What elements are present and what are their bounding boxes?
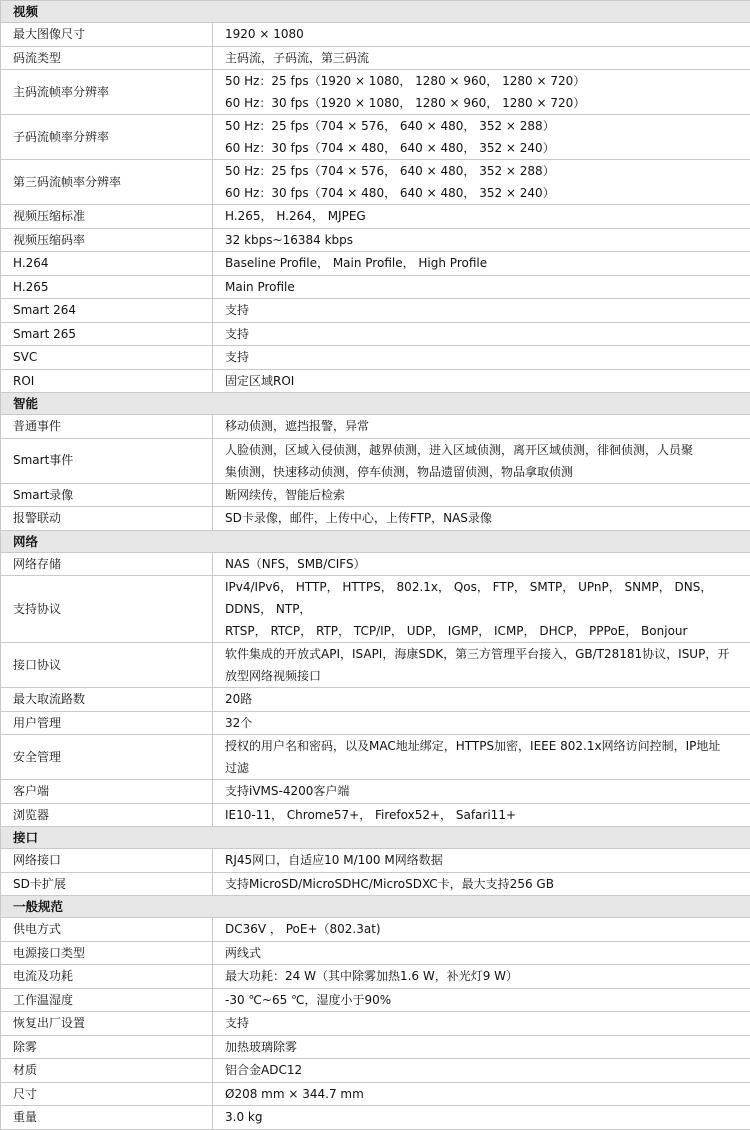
spec-value-line: H.265， H.264， MJPEG bbox=[225, 205, 750, 227]
spec-value bbox=[213, 1106, 750, 1130]
spec-value-line: 支持iVMS-4200客户端 bbox=[225, 780, 750, 802]
spec-label: 第三码流帧率分辨率 bbox=[1, 160, 213, 205]
spec-value-line: 加热玻璃除雾 bbox=[225, 1036, 750, 1058]
spec-value bbox=[213, 1035, 750, 1059]
spec-value-line: NAS（NFS，SMB/CIFS） bbox=[225, 553, 750, 575]
spec-value bbox=[213, 228, 750, 252]
spec-value-line: IPv4/IPv6， HTTP， HTTPS， 802.1x， Qos， FTP， SMTP， UPnP， SNMP， DNS， DDNS， NTP， bbox=[225, 576, 750, 620]
spec-value-line: 最大功耗：24 W（其中除雾加热1.6 W，补光灯9 W） bbox=[225, 965, 750, 987]
spec-value bbox=[213, 941, 750, 965]
spec-label: 材质 bbox=[1, 1059, 213, 1083]
spec-label: 码流类型 bbox=[1, 46, 213, 70]
spec-value bbox=[213, 803, 750, 827]
spec-value bbox=[213, 872, 750, 896]
spec-label: 电源接口类型 bbox=[1, 941, 213, 965]
spec-value-line: Ø208 mm × 344.7 mm bbox=[225, 1083, 750, 1105]
spec-row bbox=[1, 1082, 750, 1106]
spec-value-line: 支持 bbox=[225, 323, 750, 345]
spec-row bbox=[1, 483, 750, 507]
spec-value bbox=[213, 849, 750, 873]
spec-row bbox=[1, 438, 750, 483]
spec-value bbox=[213, 160, 750, 205]
spec-row bbox=[1, 23, 750, 47]
spec-value-line: 60 Hz：30 fps（704 × 480， 640 × 480， 352 × 240） bbox=[225, 182, 750, 204]
spec-value-line: 授权的用户名和密码，以及MAC地址绑定，HTTPS加密，IEEE 802.1x网络访问控制，IP地址 bbox=[225, 735, 750, 757]
spec-label: H.264 bbox=[1, 252, 213, 276]
spec-value bbox=[213, 115, 750, 160]
spec-row bbox=[1, 369, 750, 393]
section-header bbox=[1, 530, 750, 552]
spec-row bbox=[1, 1106, 750, 1130]
spec-value-line: 支持MicroSD/MicroSDHC/MicroSDXC卡，最大支持256 GB bbox=[225, 873, 750, 895]
spec-row bbox=[1, 160, 750, 205]
spec-value bbox=[213, 735, 750, 780]
spec-value bbox=[213, 552, 750, 576]
spec-value-line: 50 Hz：25 fps（704 × 576， 640 × 480， 352 × 288） bbox=[225, 160, 750, 182]
spec-label: 视频压缩标准 bbox=[1, 205, 213, 229]
section-title: 一般规范 bbox=[1, 896, 750, 918]
spec-value bbox=[213, 965, 750, 989]
spec-value bbox=[213, 711, 750, 735]
spec-row bbox=[1, 735, 750, 780]
spec-row bbox=[1, 299, 750, 323]
spec-value bbox=[213, 1012, 750, 1036]
spec-label: Smart 264 bbox=[1, 299, 213, 323]
spec-value-line: 20路 bbox=[225, 688, 750, 710]
spec-label: 除雾 bbox=[1, 1035, 213, 1059]
spec-label: 供电方式 bbox=[1, 918, 213, 942]
spec-value-line: 50 Hz：25 fps（1920 × 1080， 1280 × 960， 1280 × 720） bbox=[225, 70, 750, 92]
spec-label: 支持协议 bbox=[1, 576, 213, 643]
spec-row bbox=[1, 205, 750, 229]
spec-row bbox=[1, 576, 750, 643]
spec-row bbox=[1, 115, 750, 160]
spec-row bbox=[1, 849, 750, 873]
spec-value bbox=[213, 780, 750, 804]
spec-row bbox=[1, 346, 750, 370]
spec-value-line: RTSP， RTCP， RTP， TCP/IP， UDP， IGMP， ICMP， DHCP， PPPoE， Bonjour bbox=[225, 620, 750, 642]
spec-value-line: 32 kbps~16384 kbps bbox=[225, 229, 750, 251]
spec-value-line: -30 ℃~65 ℃，湿度小于90% bbox=[225, 989, 750, 1011]
spec-value bbox=[213, 988, 750, 1012]
spec-value-line: IE10-11， Chrome57+， Firefox52+， Safari11+ bbox=[225, 804, 750, 826]
spec-value-line: 移动侦测，遮挡报警，异常 bbox=[225, 415, 750, 437]
spec-value-line: 50 Hz：25 fps（704 × 576， 640 × 480， 352 × 288） bbox=[225, 115, 750, 137]
spec-value-line: 60 Hz：30 fps（1920 × 1080， 1280 × 960， 1280 × 720） bbox=[225, 92, 750, 114]
spec-row bbox=[1, 780, 750, 804]
spec-value bbox=[213, 252, 750, 276]
spec-label: Smart事件 bbox=[1, 438, 213, 483]
spec-label: 安全管理 bbox=[1, 735, 213, 780]
spec-label: 重量 bbox=[1, 1106, 213, 1130]
spec-label: 网络存储 bbox=[1, 552, 213, 576]
spec-label: Smart录像 bbox=[1, 483, 213, 507]
spec-value bbox=[213, 346, 750, 370]
spec-value-line: 软件集成的开放式API，ISAPI，海康SDK，第三方管理平台接入，GB/T28181协议，ISUP，开 bbox=[225, 643, 750, 665]
spec-label: 电流及功耗 bbox=[1, 965, 213, 989]
spec-value-line: 主码流，子码流，第三码流 bbox=[225, 47, 750, 69]
spec-label: 尺寸 bbox=[1, 1082, 213, 1106]
spec-row bbox=[1, 941, 750, 965]
spec-label: 报警联动 bbox=[1, 507, 213, 531]
spec-label: SD卡扩展 bbox=[1, 872, 213, 896]
section-title: 接口 bbox=[1, 827, 750, 849]
spec-value-line: 过滤 bbox=[225, 757, 750, 779]
spec-value-line: 人脸侦测，区域入侵侦测，越界侦测，进入区域侦测，离开区域侦测，徘徊侦测，人员聚 bbox=[225, 439, 750, 461]
spec-row bbox=[1, 988, 750, 1012]
spec-value bbox=[213, 438, 750, 483]
spec-value-line: 32个 bbox=[225, 712, 750, 734]
spec-label: 浏览器 bbox=[1, 803, 213, 827]
spec-row bbox=[1, 507, 750, 531]
section-header bbox=[1, 1, 750, 23]
spec-value-line: DC36V ， PoE+（802.3at) bbox=[225, 918, 750, 940]
spec-label: 最大取流路数 bbox=[1, 688, 213, 712]
spec-row bbox=[1, 803, 750, 827]
spec-row bbox=[1, 415, 750, 439]
spec-value bbox=[213, 576, 750, 643]
spec-value bbox=[213, 70, 750, 115]
spec-row bbox=[1, 1012, 750, 1036]
section-header bbox=[1, 393, 750, 415]
spec-row bbox=[1, 228, 750, 252]
spec-value bbox=[213, 643, 750, 688]
section-header bbox=[1, 896, 750, 918]
spec-value bbox=[213, 322, 750, 346]
spec-value bbox=[213, 205, 750, 229]
spec-row bbox=[1, 688, 750, 712]
spec-row bbox=[1, 643, 750, 688]
spec-value bbox=[213, 415, 750, 439]
spec-label: 主码流帧率分辨率 bbox=[1, 70, 213, 115]
spec-value bbox=[213, 23, 750, 47]
spec-row bbox=[1, 252, 750, 276]
spec-label: 用户管理 bbox=[1, 711, 213, 735]
section-header bbox=[1, 827, 750, 849]
spec-row bbox=[1, 46, 750, 70]
spec-label: 接口协议 bbox=[1, 643, 213, 688]
spec-row bbox=[1, 872, 750, 896]
spec-row bbox=[1, 1059, 750, 1083]
section-title: 智能 bbox=[1, 393, 750, 415]
spec-value-line: 集侦测，快速移动侦测，停车侦测，物品遗留侦测，物品拿取侦测 bbox=[225, 461, 750, 483]
spec-value-line: 固定区域ROI bbox=[225, 370, 750, 392]
spec-row bbox=[1, 552, 750, 576]
spec-value bbox=[213, 369, 750, 393]
spec-value-line: RJ45网口，自适应10 M/100 M网络数据 bbox=[225, 849, 750, 871]
spec-row bbox=[1, 70, 750, 115]
spec-value-line: Baseline Profile， Main Profile， High Profile bbox=[225, 252, 750, 274]
section-title: 网络 bbox=[1, 530, 750, 552]
spec-value-line: 支持 bbox=[225, 299, 750, 321]
spec-value bbox=[213, 299, 750, 323]
spec-label: 普通事件 bbox=[1, 415, 213, 439]
spec-value bbox=[213, 1082, 750, 1106]
spec-value-line: 两线式 bbox=[225, 942, 750, 964]
spec-value-line: 放型网络视频接口 bbox=[225, 665, 750, 687]
spec-label: SVC bbox=[1, 346, 213, 370]
spec-value-line: 3.0 kg bbox=[225, 1106, 750, 1128]
spec-row bbox=[1, 711, 750, 735]
spec-row bbox=[1, 1035, 750, 1059]
spec-label: 客户端 bbox=[1, 780, 213, 804]
spec-value bbox=[213, 1059, 750, 1083]
spec-value-line: Main Profile bbox=[225, 276, 750, 298]
spec-label: 工作温湿度 bbox=[1, 988, 213, 1012]
spec-label: ROI bbox=[1, 369, 213, 393]
spec-value-line: 支持 bbox=[225, 346, 750, 368]
spec-label: 最大图像尺寸 bbox=[1, 23, 213, 47]
spec-label: 恢复出厂设置 bbox=[1, 1012, 213, 1036]
spec-value bbox=[213, 483, 750, 507]
spec-value bbox=[213, 918, 750, 942]
spec-row bbox=[1, 965, 750, 989]
section-title: 视频 bbox=[1, 1, 750, 23]
spec-row bbox=[1, 322, 750, 346]
spec-value bbox=[213, 46, 750, 70]
spec-label: Smart 265 bbox=[1, 322, 213, 346]
spec-label: 子码流帧率分辨率 bbox=[1, 115, 213, 160]
spec-value bbox=[213, 275, 750, 299]
spec-label: 视频压缩码率 bbox=[1, 228, 213, 252]
spec-label: 网络接口 bbox=[1, 849, 213, 873]
spec-row bbox=[1, 275, 750, 299]
spec-value-line: 断网续传，智能后检索 bbox=[225, 484, 750, 506]
spec-value bbox=[213, 688, 750, 712]
spec-value-line: 1920 × 1080 bbox=[225, 23, 750, 45]
spec-row bbox=[1, 918, 750, 942]
spec-value-line: 铝合金ADC12 bbox=[225, 1059, 750, 1081]
spec-value-line: 支持 bbox=[225, 1012, 750, 1034]
spec-label: H.265 bbox=[1, 275, 213, 299]
spec-value-line: 60 Hz：30 fps（704 × 480， 640 × 480， 352 × 240） bbox=[225, 137, 750, 159]
spec-value bbox=[213, 507, 750, 531]
spec-value-line: SD卡录像，邮件，上传中心，上传FTP，NAS录像 bbox=[225, 507, 750, 529]
